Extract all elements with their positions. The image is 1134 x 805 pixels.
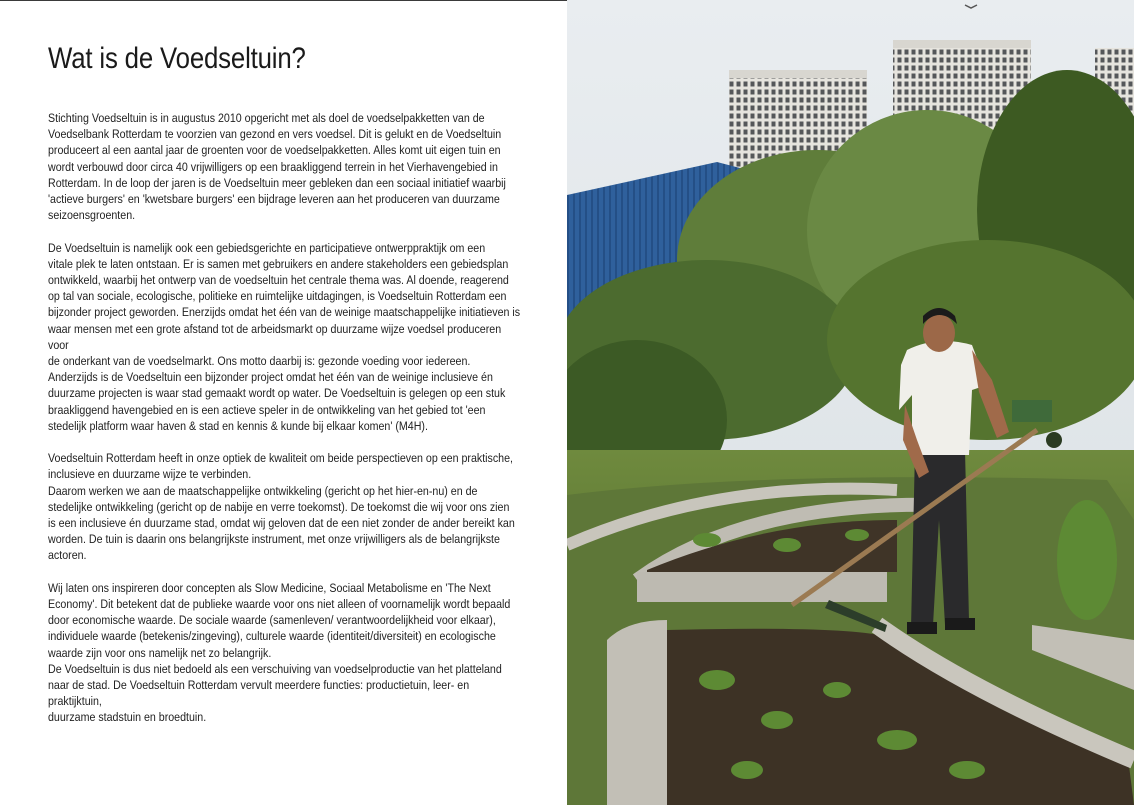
garden-photo-illustration (567, 0, 1134, 805)
garden-photo (567, 0, 1134, 805)
body-text (48, 110, 521, 742)
paragraph-4: Wij laten ons inspireren door concepten als Slow Medicine, Sociaal Metabolisme en 'The Next Economy'. Dit betekent dat de publieke waarde voor ons niet alleen of voornamelijk wordt bepaald door economische waarde. De sociale waarde (samenleven/ verantwoordelijkheid voor elkaar), individuele waarde (betekenis/zingeving), culturele waarde (identiteit/diversiteit) en ecologische waarde zijn voor ons namelijk net zo belangrijk. De Voedseltuin is dus niet bedoeld als een verschuiving van voedselproductie van het platteland naar de stad. De Voedseltuin Rotterdam vervult meerdere functies: productietuin, leer- en praktijktuin, duurzame stadstuin en broedtuin. (48, 580, 511, 725)
paragraph-1: Stichting Voedseltuin is in augustus 2010 opgericht met als doel de voedselpakketten van de Voedselbank Rotterdam te voorzien van gezond en vers voedsel. Dit is gelukt en de Voedseltuin produceert al een aantal jaar de groenten voor de voedselpakketten. Alles komt uit eigen tuin en wordt verbouwd door circa 40 vrijwilligers op een braakliggend terrein in het Vierhavengebied in Rotterdam. In de loop der jaren is de Voedseltuin meer gebleken dan een sociaal initiatief waarbij 'actieve burgers' en 'kwetsbare burgers' een bijdrage leveren aan het produceren van duurzame seizoensgroenten. (48, 111, 506, 223)
paragraph-2: De Voedseltuin is namelijk ook een gebiedsgerichte en participatieve ontwerppraktijk om een vitale plek te laten ontstaan. Er is samen met gebruikers en andere stakeholders een gebiedsplan ontwikkeld, waarbij het ontwerp van de voedseltuin het centrale thema was. Al doende, reagerend op tal van sociale, ecologische, politieke en ruimtelijke uitdagingen, is Voedseltuin Rotterdam een bijzonder project geworden. Enerzijds omdat het één van de weinige maatschappelijke initiatieven is waar mensen met een grote afstand tot de arbeidsmarkt op duurzame wijze voedsel produceren voor de onderkant van de voedselmarkt. Ons motto daarbij is: gezonde voeding voor iedereen. Anderzijds is de Voedseltuin een bijzonder project omdat het één van de weinige inclusieve én duurzame projecten is waar stad gemaakt wordt op water. De Voedseltuin is gelegen op een stuk braakliggend havengebied en is een actieve speler in de ontwikkeling van het gebied tot 'een stedelijk platform waar haven & stad en kennis & kunde bij elkaar komen' (M4H). (48, 240, 521, 433)
page-title: Wat is de Voedseltuin? (48, 42, 306, 75)
paragraph-3: Voedseltuin Rotterdam heeft in onze optiek de kwaliteit om beide perspectieven op een praktische, inclusieve en duurzame wijze te verbinden. Daarom werken we aan de maatschappelijke ontwikkeling (gericht op het hier-en-nu) en de stedelijke ontwikkeling (gericht op de nabije en verre toekomst). De toekomst die wij voor ons zien is een inclusieve én duurzame stad, omdat wij geloven dat de een niet zonder de ander bereikt kan worden. De tuin is daarin ons belangrijkste instrument, met onze vrijwilligers als de belangrijkste actoren. (48, 451, 515, 563)
